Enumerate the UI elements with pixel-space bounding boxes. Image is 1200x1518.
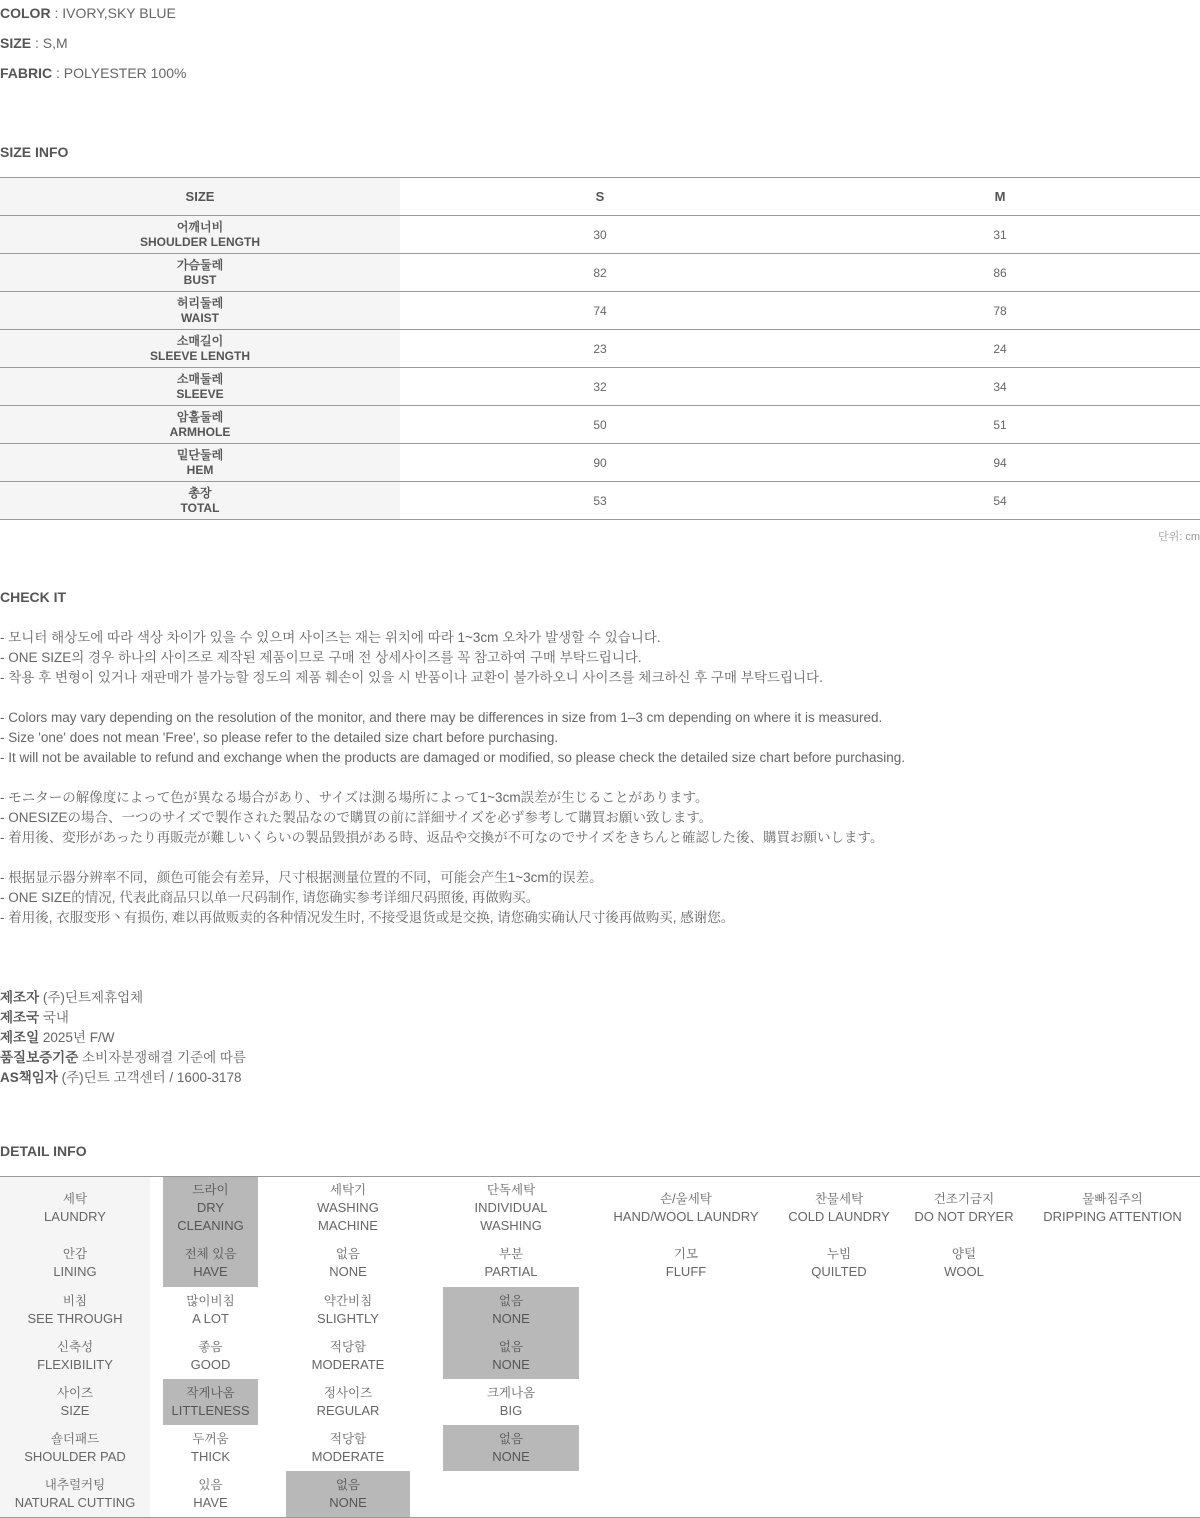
detail-cell-ko: 양털 <box>951 1247 977 1261</box>
size-row-label <box>0 216 400 254</box>
size-row-label-en: SHOULDER LENGTH <box>140 234 260 249</box>
size-header-label: SIZE <box>0 178 400 216</box>
size-cell-s: 82 <box>400 254 800 292</box>
line-gap <box>0 768 905 788</box>
detail-cell-ko: 없음 <box>335 1247 361 1261</box>
detail-cell-ko: 없음 <box>498 1432 524 1446</box>
detail-head-en: NATURAL CUTTING <box>14 1495 136 1510</box>
detail-cell <box>912 1239 1016 1287</box>
detail-cell-en: NONE <box>329 1495 367 1510</box>
detail-cell <box>286 1239 410 1287</box>
detail-head-en: SHOULDER PAD <box>24 1449 126 1464</box>
size-row-label-en: SLEEVE LENGTH <box>149 348 250 363</box>
detail-cell-en: WASHING MACHINE <box>317 1200 379 1233</box>
check-line: - It will not be available to refund and exchange when the products are damaged or modified, so please check the detailed size chart before purchasing. <box>0 750 906 765</box>
detail-cell <box>443 1287 579 1333</box>
detail-cell <box>163 1379 258 1425</box>
detail-cell-ko: 적당함 <box>329 1432 367 1446</box>
detail-cell-ko: 손/울세탁 <box>660 1192 712 1206</box>
maker-value: 2025년 F/W <box>39 1030 115 1045</box>
detail-cell-ko: 건조기금지 <box>933 1192 995 1206</box>
check-it-notes <box>0 628 905 928</box>
detail-info-title: DETAIL INFO <box>0 1143 87 1159</box>
detail-cell-en: NONE <box>492 1357 530 1372</box>
size-row-label-ko: 총장 <box>188 485 212 500</box>
size-row-label <box>0 444 400 482</box>
detail-cell-en: COLD LAUNDRY <box>788 1209 890 1224</box>
size-row-label-ko: 허리둘레 <box>176 295 224 310</box>
size-row-label-ko: 밑단둘레 <box>176 447 224 462</box>
size-cell-m: 78 <box>800 292 1200 330</box>
detail-cell <box>286 1287 410 1333</box>
check-it-title: CHECK IT <box>0 589 67 605</box>
size-row-label-en: BUST <box>183 272 217 287</box>
size-cell-s: 32 <box>400 368 800 406</box>
size-cell-m: 51 <box>800 406 1200 444</box>
detail-cell-en: HAND/WOOL LAUNDRY <box>613 1209 759 1224</box>
size-row-label-en: SLEEVE <box>176 386 224 401</box>
detail-head-en: LINING <box>53 1264 97 1279</box>
size-row-label-en: WAIST <box>181 310 219 325</box>
detail-row-head <box>0 1471 150 1517</box>
detail-cell-en: DO NOT DRYER <box>914 1209 1014 1224</box>
check-line: - ONESIZEの場合、一つのサイズで製作された製品なので購買の前に詳細サイズを必ず参考して購買お願い致します。 <box>0 810 713 825</box>
detail-cell-ko: 크게나옴 <box>486 1386 536 1400</box>
table-row <box>0 368 1200 406</box>
detail-cell-en: BIG <box>499 1403 523 1418</box>
detail-cell-ko: 기모 <box>673 1247 699 1261</box>
detail-cell <box>786 1239 892 1287</box>
maker-label: 제조국 <box>0 1010 40 1025</box>
size-row-label-ko: 소매둘레 <box>176 371 224 386</box>
size-row-label <box>0 330 400 368</box>
table-row <box>0 254 1200 292</box>
detail-cell <box>286 1177 410 1239</box>
detail-row-head <box>0 1287 150 1333</box>
detail-row-head <box>0 1177 150 1239</box>
size-row-label-en: ARMHOLE <box>169 424 231 439</box>
table-row <box>0 330 1200 368</box>
detail-cell <box>286 1379 410 1425</box>
detail-cell <box>443 1333 579 1379</box>
detail-cell-ko: 세탁기 <box>329 1183 367 1197</box>
size-row-label-ko: 어깨너비 <box>176 219 224 234</box>
check-line: - 根据显示器分辨率不同，颜色可能会有差异，尺寸根据测量位置的不同，可能会产生1~3cm的误差。 <box>0 870 603 885</box>
maker-value: 소비자분쟁해결 기준에 따름 <box>78 1050 246 1065</box>
size-info-title: SIZE INFO <box>0 144 69 160</box>
detail-cell-en: DRIPPING ATTENTION <box>1043 1209 1182 1224</box>
detail-cell-en: MODERATE <box>311 1357 385 1372</box>
detail-cell-en: LITTLENESS <box>171 1403 250 1418</box>
size-row-label <box>0 368 400 406</box>
maker-row <box>0 1048 246 1068</box>
detail-cell <box>610 1239 762 1287</box>
size-header-s: S <box>400 178 800 216</box>
detail-cell-ko: 적당함 <box>329 1340 367 1354</box>
detail-cell <box>163 1287 258 1333</box>
line-gap <box>0 688 905 708</box>
spec-fabric: FABRIC : POLYESTER 100% <box>0 65 187 81</box>
detail-cell-ko: 없음 <box>498 1294 524 1308</box>
detail-cell-ko: 없음 <box>335 1478 361 1492</box>
detail-cell <box>163 1239 258 1287</box>
detail-cell <box>1039 1177 1186 1239</box>
detail-grid <box>0 1176 1200 1518</box>
detail-cell-en: HAVE <box>193 1264 228 1279</box>
detail-cell <box>912 1177 1016 1239</box>
detail-cell <box>163 1177 258 1239</box>
check-line: - Colors may vary depending on the resolution of the monitor, and there may be differences in size from 1–3 cm depending on where it is measured. <box>0 710 883 725</box>
detail-cell-ko: 누빔 <box>826 1247 852 1261</box>
check-line: - Size 'one' does not mean 'Free', so please refer to the detailed size chart before purchasing. <box>0 730 559 745</box>
size-cell-s: 30 <box>400 216 800 254</box>
detail-cell-en: REGULAR <box>316 1403 380 1418</box>
size-cell-m: 94 <box>800 444 1200 482</box>
detail-cell-ko: 부분 <box>498 1247 524 1261</box>
size-table-header <box>0 178 1200 216</box>
size-row-label-ko: 암홀둘레 <box>176 409 224 424</box>
spec-color: COLOR : IVORY,SKY BLUE <box>0 5 176 21</box>
detail-cell-en: FLUFF <box>665 1264 707 1279</box>
check-line: - 착용 후 변형이 있거나 재판매가 불가능할 정도의 제품 훼손이 있을 시 반품이나 교환이 불가하오니 사이즈를 체크하신 후 구매 부탁드립니다. <box>0 670 823 685</box>
detail-cell-en: MODERATE <box>311 1449 385 1464</box>
detail-cell <box>286 1425 410 1471</box>
detail-cell <box>443 1239 579 1287</box>
detail-cell <box>286 1471 410 1517</box>
size-row-label-en: TOTAL <box>180 500 220 515</box>
detail-cell-ko: 없음 <box>498 1340 524 1354</box>
size-row-label <box>0 406 400 444</box>
maker-row <box>0 1008 246 1028</box>
detail-cell-en: QUILTED <box>811 1264 867 1279</box>
detail-row-head <box>0 1425 150 1471</box>
maker-label: 품질보증기준 <box>0 1050 79 1065</box>
detail-cell-ko: 약간비침 <box>323 1294 373 1308</box>
detail-cell-ko: 전체 있음 <box>184 1247 237 1261</box>
detail-cell-ko: 있음 <box>198 1478 223 1492</box>
detail-cell-en: THICK <box>191 1449 230 1464</box>
size-cell-m: 54 <box>800 482 1200 520</box>
maker-info <box>0 988 246 1088</box>
table-row <box>0 444 1200 482</box>
size-table <box>0 177 1200 520</box>
detail-cell <box>610 1177 762 1239</box>
maker-value: (주)딘트 고객센터 / 1600-3178 <box>57 1070 242 1085</box>
check-line: - モニターの解像度によって色が異なる場合があり、サイズは測る場所によって1~3cm誤差が生じることがあります。 <box>0 790 709 805</box>
detail-head-ko: 비침 <box>62 1294 88 1308</box>
table-row <box>0 216 1200 254</box>
size-row-label-en: HEM <box>186 462 214 477</box>
detail-cell-ko: 단독세탁 <box>486 1183 536 1197</box>
detail-head-en: SIZE <box>60 1403 90 1418</box>
detail-cell-en: NONE <box>329 1264 367 1279</box>
line-gap <box>0 848 905 868</box>
detail-cell-ko: 많이비침 <box>186 1294 235 1308</box>
maker-label: 제조일 <box>0 1030 40 1045</box>
detail-cell-en: DRY CLEANING <box>177 1200 244 1233</box>
size-cell-m: 24 <box>800 330 1200 368</box>
maker-value: (주)딘트제휴업체 <box>39 990 144 1005</box>
detail-head-ko: 숄더패드 <box>50 1432 100 1446</box>
maker-row <box>0 988 246 1008</box>
detail-cell <box>443 1379 579 1425</box>
detail-cell <box>443 1177 579 1239</box>
table-row <box>0 482 1200 520</box>
detail-cell-ko: 좋음 <box>198 1340 223 1354</box>
size-cell-m: 86 <box>800 254 1200 292</box>
size-cell-s: 50 <box>400 406 800 444</box>
detail-cell <box>786 1177 892 1239</box>
check-line: - 着用後、変形があったり再販売が難しいくらいの製品毀損がある時、返品や交換が不可なのでサイズをきちんと確認した後、購買お願いします。 <box>0 830 884 845</box>
size-row-label <box>0 482 400 520</box>
detail-head-ko: 신축성 <box>56 1340 94 1354</box>
detail-cell-en: WOOL <box>944 1264 984 1279</box>
detail-row-head <box>0 1333 150 1379</box>
table-row <box>0 406 1200 444</box>
size-row-label-ko: 가슴둘레 <box>176 257 224 272</box>
detail-row-head <box>0 1379 150 1425</box>
detail-head-ko: 세탁 <box>62 1192 88 1206</box>
size-cell-s: 53 <box>400 482 800 520</box>
unit-note: 단위: cm <box>1157 531 1200 543</box>
size-header-m: M <box>800 178 1200 216</box>
size-row-label-ko: 소매길이 <box>176 333 224 348</box>
detail-cell-ko: 드라이 <box>192 1183 229 1197</box>
detail-cell-en: A LOT <box>192 1311 229 1326</box>
size-cell-s: 23 <box>400 330 800 368</box>
size-row-label <box>0 254 400 292</box>
maker-value: 국내 <box>39 1010 69 1025</box>
detail-head-ko: 내추럴커팅 <box>44 1478 106 1492</box>
spec-size: SIZE : S,M <box>0 35 68 51</box>
detail-cell-en: NONE <box>492 1449 530 1464</box>
detail-cell <box>163 1333 258 1379</box>
size-cell-m: 31 <box>800 216 1200 254</box>
detail-row-head <box>0 1239 150 1287</box>
check-line: - ONE SIZE의 경우 하나의 사이즈로 제작된 제품이므로 구매 전 상세사이즈를 꼭 참고하여 구매 부탁드립니다. <box>0 650 642 665</box>
detail-cell-en: NONE <box>492 1311 530 1326</box>
detail-cell-ko: 찬물세탁 <box>814 1192 864 1206</box>
check-line: - ONE SIZE的情况, 代表此商品只以单一尺码制作, 请您确实参考详细尺码照後, 再做购买。 <box>0 890 540 905</box>
detail-head-ko: 안감 <box>62 1247 88 1261</box>
detail-cell-ko: 정사이즈 <box>323 1386 373 1400</box>
detail-cell <box>286 1333 410 1379</box>
check-line: - 着用後, 衣服变形丶有损伤, 难以再做贩卖的各种情况发生时, 不接受退货或是交换, 请您确实确认尺寸後再做购买, 感谢您。 <box>0 910 735 925</box>
detail-cell-en: SLIGHTLY <box>317 1311 379 1326</box>
detail-head-ko: 사이즈 <box>56 1386 94 1400</box>
check-line: - 모니터 해상도에 따라 색상 차이가 있을 수 있으며 사이즈는 재는 위치에 따라 1~3cm 오차가 발생할 수 있습니다. <box>0 630 661 645</box>
size-cell-s: 90 <box>400 444 800 482</box>
detail-cell-ko: 물빠짐주의 <box>1082 1192 1143 1206</box>
table-row <box>0 292 1200 330</box>
detail-head-en: LAUNDRY <box>44 1209 106 1224</box>
detail-cell-en: PARTIAL <box>484 1264 538 1279</box>
detail-cell-ko: 두꺼움 <box>192 1432 229 1446</box>
detail-cell-en: INDIVIDUAL WASHING <box>474 1200 548 1233</box>
detail-head-en: FLEXIBILITY <box>37 1357 113 1372</box>
size-row-label <box>0 292 400 330</box>
size-cell-m: 34 <box>800 368 1200 406</box>
maker-label: 제조자 <box>0 990 40 1005</box>
detail-cell-en: GOOD <box>190 1357 231 1372</box>
size-cell-s: 74 <box>400 292 800 330</box>
detail-cell-ko: 작게나옴 <box>186 1386 235 1400</box>
detail-cell <box>163 1471 258 1517</box>
detail-cell <box>163 1425 258 1471</box>
maker-row <box>0 1028 246 1048</box>
detail-cell-en: HAVE <box>193 1495 228 1510</box>
detail-head-en: SEE THROUGH <box>27 1311 123 1326</box>
detail-cell <box>443 1425 579 1471</box>
maker-row <box>0 1068 246 1088</box>
maker-label: AS책임자 <box>0 1070 58 1085</box>
